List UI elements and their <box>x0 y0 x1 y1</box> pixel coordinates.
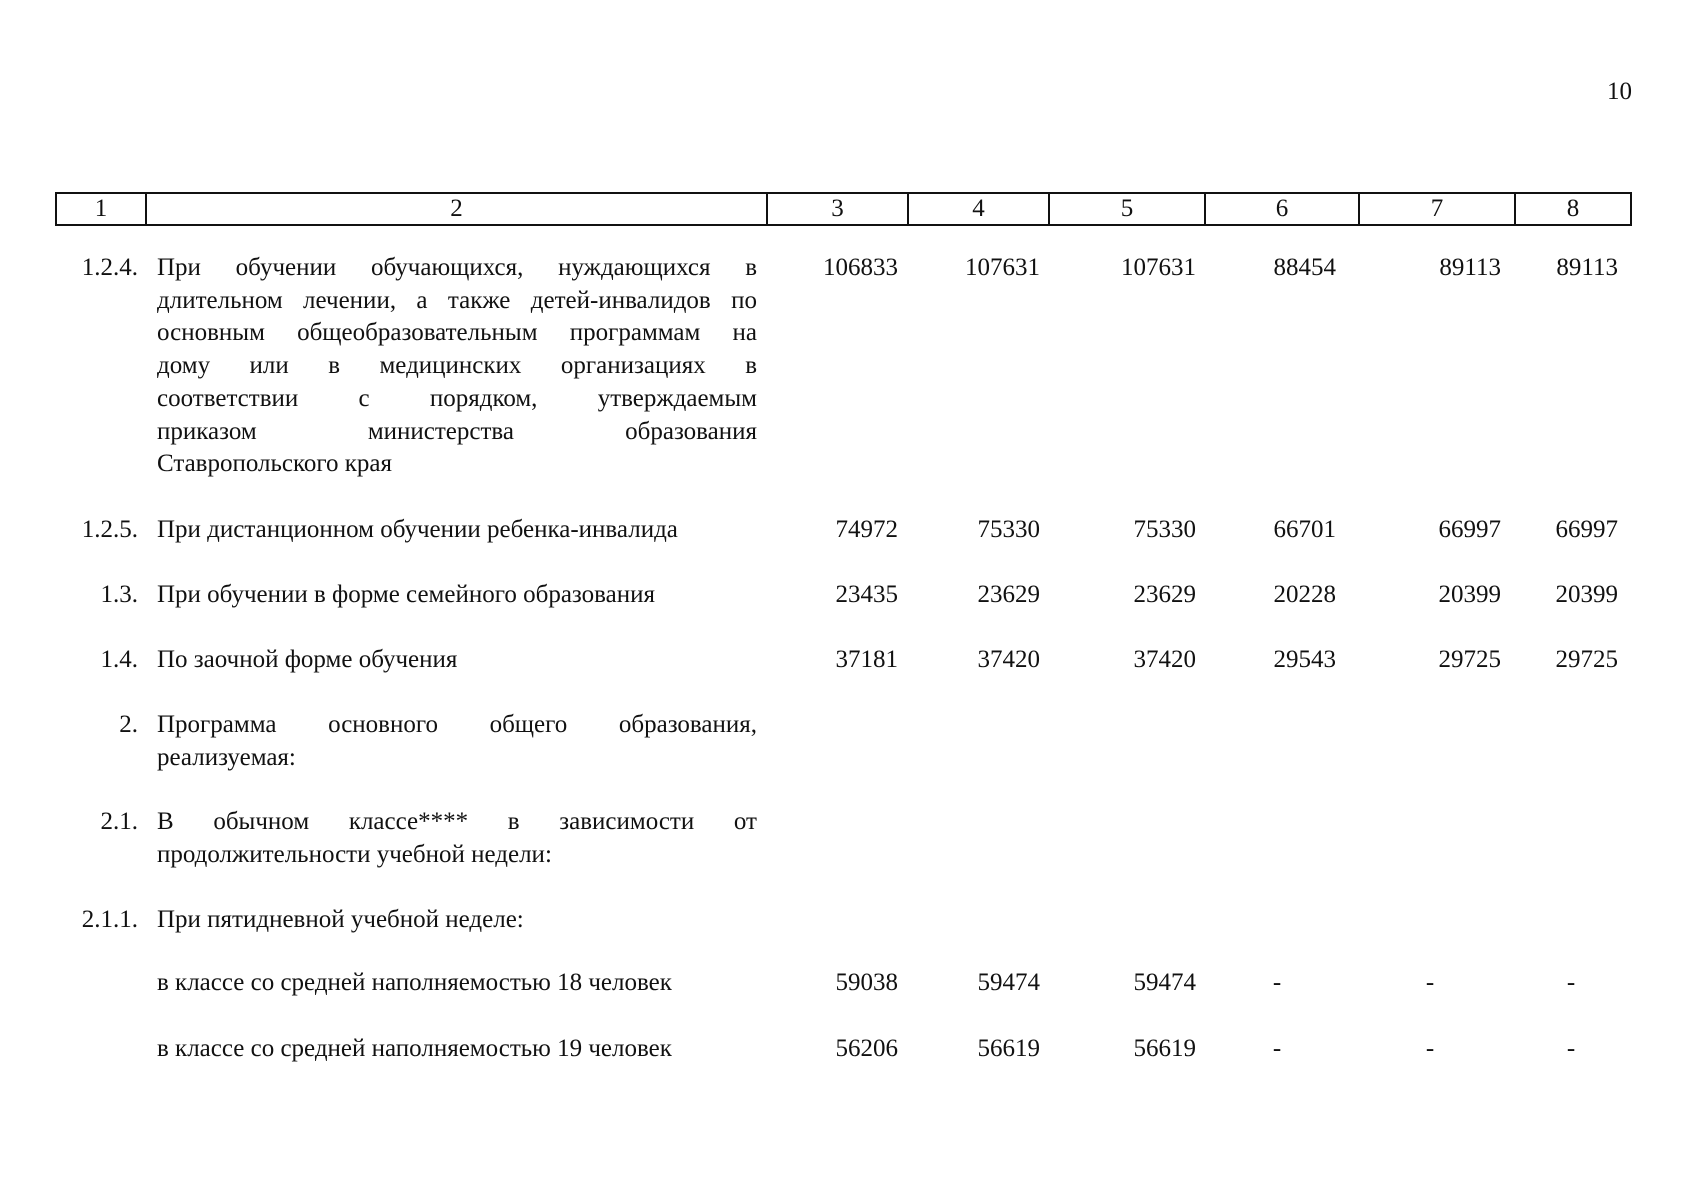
description-line: в классе со средней наполняемостью 19 человек <box>157 1035 672 1062</box>
value-col-6: 20228 <box>1273 581 1336 608</box>
column-header-7: 7 <box>1359 193 1515 225</box>
row-description <box>157 904 757 937</box>
row-description <box>157 1033 757 1066</box>
value-col-7: - <box>1425 1035 1435 1062</box>
value-col-3: 56206 <box>835 1035 898 1062</box>
value-col-6: - <box>1272 1035 1282 1062</box>
value-col-5: 56619 <box>1133 1035 1196 1062</box>
row-description <box>157 644 757 677</box>
value-col-4: 56619 <box>977 1035 1040 1062</box>
value-col-3: 23435 <box>835 581 898 608</box>
value-col-7: 66997 <box>1438 516 1501 543</box>
description-line: приказом министерства образования <box>157 417 757 445</box>
description-line: соответствии с порядком, утверждаемым <box>157 384 757 412</box>
description-line: дому или в медицинских организациях в <box>157 352 757 380</box>
value-col-8: 29725 <box>1555 646 1618 673</box>
column-header-2: 2 <box>146 193 767 225</box>
row-number: 2. <box>119 711 138 738</box>
column-header-6: 6 <box>1205 193 1359 225</box>
value-col-5: 75330 <box>1133 516 1196 543</box>
row-description <box>157 252 757 481</box>
value-col-3: 37181 <box>835 646 898 673</box>
value-col-3: 74972 <box>835 516 898 543</box>
value-col-5: 23629 <box>1133 581 1196 608</box>
description-line: реализуемая: <box>157 743 296 771</box>
value-col-7: 89113 <box>1439 254 1501 281</box>
value-col-4: 75330 <box>977 516 1040 543</box>
row-number: 1.4. <box>100 646 138 673</box>
row-number: 2.1. <box>100 808 138 835</box>
value-col-6: 66701 <box>1273 516 1336 543</box>
value-col-7: 20399 <box>1438 581 1501 608</box>
description-line: Программа основного общего образования, <box>157 711 757 738</box>
column-header-8: 8 <box>1515 193 1631 225</box>
column-header-5: 5 <box>1049 193 1205 225</box>
value-col-5: 37420 <box>1133 646 1196 673</box>
column-header-1: 1 <box>56 193 146 225</box>
value-col-8: - <box>1566 969 1576 996</box>
value-col-4: 107631 <box>965 254 1040 281</box>
value-col-6: - <box>1272 969 1282 996</box>
value-col-4: 59474 <box>977 969 1040 996</box>
description-line: По заочной форме обучения <box>157 646 458 673</box>
value-col-3: 59038 <box>835 969 898 996</box>
column-header-3: 3 <box>767 193 908 225</box>
row-number: 1.2.4. <box>81 254 138 281</box>
row-number: 1.3. <box>100 581 138 608</box>
row-description <box>157 967 757 1000</box>
description-line: При обучении в форме семейного образования <box>157 581 655 608</box>
description-line: Ставропольского края <box>157 450 392 478</box>
description-line: основным общеобразовательным программам на <box>157 319 757 347</box>
description-line: В обычном классе**** в зависимости от <box>157 808 757 835</box>
value-col-8: 66997 <box>1555 516 1618 543</box>
row-number: 1.2.5. <box>81 516 138 543</box>
value-col-8: 89113 <box>1556 254 1618 281</box>
description-line: При обучении обучающихся, нуждающихся в <box>157 254 757 281</box>
row-description <box>157 514 757 547</box>
value-col-8: 20399 <box>1555 581 1618 608</box>
description-line: в классе со средней наполняемостью 18 человек <box>157 969 672 996</box>
page-number: 10 <box>1607 78 1632 105</box>
row-number: 2.1.1. <box>81 906 138 933</box>
row-description <box>157 709 757 774</box>
value-col-3: 106833 <box>823 254 898 281</box>
value-col-6: 29543 <box>1273 646 1336 673</box>
value-col-4: 23629 <box>977 581 1040 608</box>
description-line: продолжительности учебной недели: <box>157 840 552 868</box>
value-col-6: 88454 <box>1273 254 1336 281</box>
value-col-5: 59474 <box>1133 969 1196 996</box>
value-col-4: 37420 <box>977 646 1040 673</box>
column-header-table <box>55 192 1632 226</box>
row-description <box>157 806 757 871</box>
value-col-5: 107631 <box>1121 254 1196 281</box>
description-line: При пятидневной учебной неделе: <box>157 906 524 933</box>
row-description <box>157 579 757 612</box>
description-line: длительном лечении, а также детей-инвалидов по <box>157 286 757 314</box>
value-col-8: - <box>1566 1035 1576 1062</box>
column-header-4: 4 <box>908 193 1049 225</box>
value-col-7: 29725 <box>1438 646 1501 673</box>
value-col-7: - <box>1425 969 1435 996</box>
column-header-row <box>56 193 1631 225</box>
description-line: При дистанционном обучении ребенка-инвалида <box>157 516 678 543</box>
